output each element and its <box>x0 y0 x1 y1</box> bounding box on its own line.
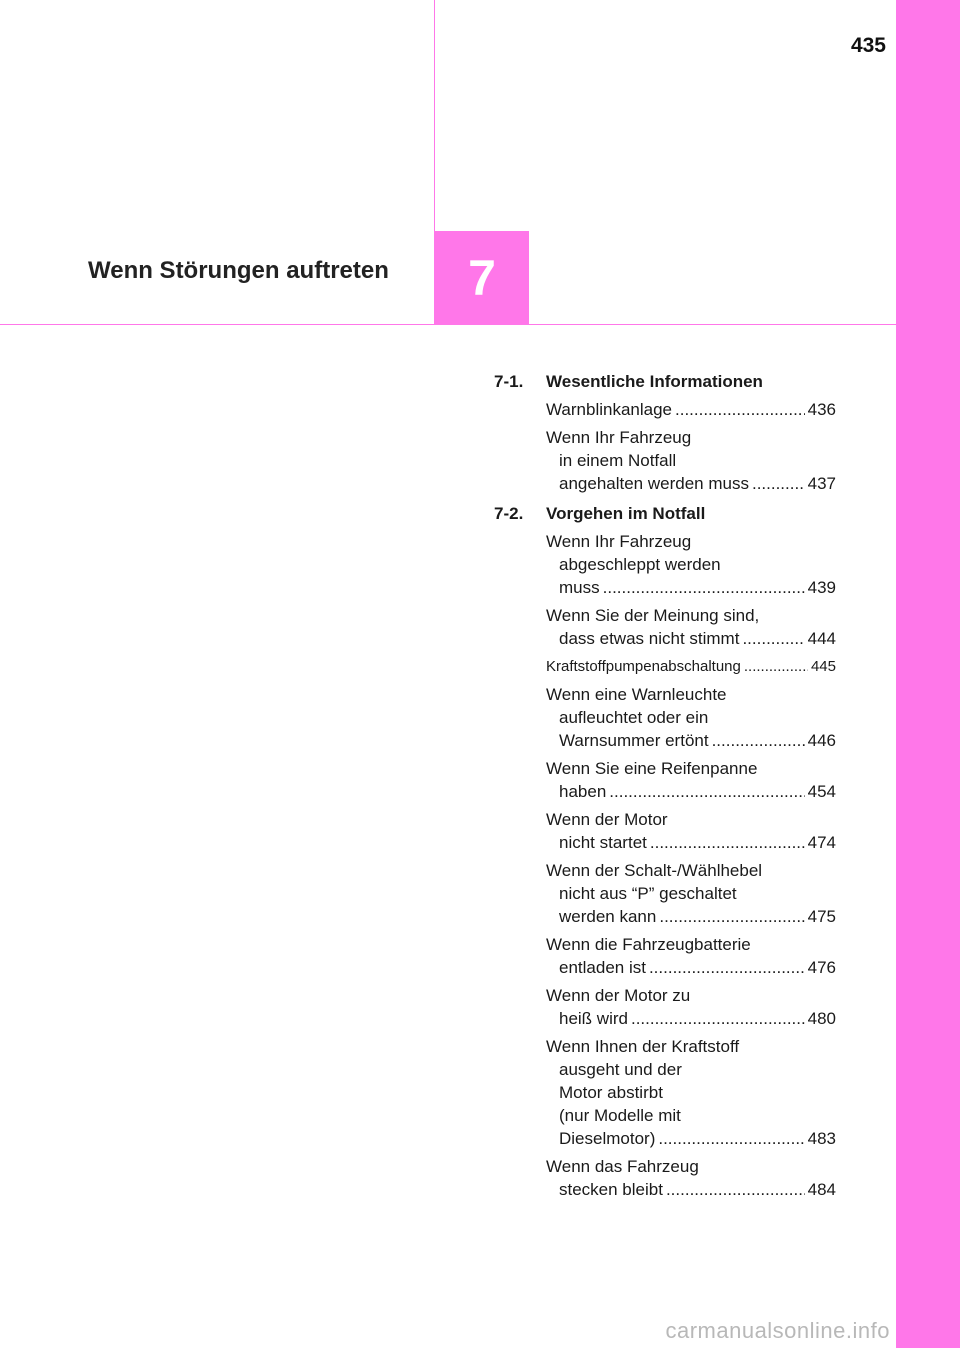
toc-entry-last-line <box>546 472 836 495</box>
toc-page-number: 436 <box>807 400 836 419</box>
toc-leader-dots <box>609 780 804 803</box>
toc-leader-dots <box>675 398 805 421</box>
toc-entry-text: Kraftstoffpumpenabschaltung <box>546 658 741 675</box>
toc-leader-dots <box>666 1178 805 1201</box>
toc-page-number: 437 <box>807 474 836 493</box>
toc-leader-dots <box>649 956 805 979</box>
toc-page-number: 476 <box>807 958 836 977</box>
chapter-title: Wenn Störungen auftreten <box>88 257 389 284</box>
toc-entry-line: Wenn Sie eine Reifenpanne <box>546 759 758 778</box>
toc-entry-text: Warnsummer ertönt <box>559 731 709 750</box>
toc-entry-text: haben <box>559 782 607 801</box>
toc-entry[interactable] <box>546 808 836 854</box>
toc-entry[interactable] <box>546 604 836 650</box>
toc-entry-last-line <box>546 1007 836 1030</box>
toc-entry-text: heiß wird <box>559 1009 628 1028</box>
toc-entry-line: aufleuchtet oder ein <box>559 708 709 727</box>
toc-entry-line: Wenn der Schalt-/Wählhebel <box>546 861 763 880</box>
table-of-contents <box>494 370 836 1201</box>
toc-entry-last-line <box>546 729 836 752</box>
toc-entry-last-line <box>546 655 836 678</box>
toc-page-number: 445 <box>810 658 836 675</box>
toc-leader-dots <box>603 576 805 599</box>
toc-entry[interactable] <box>546 426 836 495</box>
toc-entry-last-line <box>546 1178 836 1201</box>
chapter-number-box: 7 <box>435 231 529 325</box>
toc-entry-text: Dieselmotor) <box>559 1129 656 1148</box>
toc-entry[interactable] <box>546 933 836 979</box>
toc-entry[interactable] <box>546 757 836 803</box>
toc-section-title: Vorgehen im Notfall <box>546 504 706 523</box>
toc-entry-text: muss <box>559 578 600 597</box>
toc-entry-line: Wenn Ihnen der Kraftstoff <box>546 1037 740 1056</box>
toc-entry-line: Wenn der Motor zu <box>546 986 691 1005</box>
toc-entry-line: Wenn Sie der Meinung sind, <box>546 606 760 625</box>
toc-leader-dots <box>658 1127 804 1150</box>
toc-entry[interactable] <box>546 1035 836 1150</box>
toc-entry[interactable] <box>546 984 836 1030</box>
toc-page-number: 480 <box>807 1009 836 1028</box>
page-number: 435 <box>850 34 886 57</box>
toc-section-heading <box>494 370 836 393</box>
toc-leader-dots <box>650 831 805 854</box>
toc-entry-line: in einem Notfall <box>559 451 677 470</box>
toc-entry-text: Warnblinkanlage <box>546 400 672 419</box>
toc-leader-dots <box>712 729 805 752</box>
toc-leader-dots <box>744 655 808 678</box>
toc-leader-dots <box>742 627 804 650</box>
toc-entry-line: abgeschleppt werden <box>559 555 721 574</box>
toc-leader-dots <box>659 905 804 928</box>
toc-entry-line: Wenn Ihr Fahrzeug <box>546 428 692 447</box>
toc-entry-line: (nur Modelle mit <box>559 1106 681 1125</box>
toc-page-number: 444 <box>807 629 836 648</box>
toc-entry-line: Wenn Ihr Fahrzeug <box>546 532 692 551</box>
toc-section-heading <box>494 502 836 525</box>
toc-page-number: 446 <box>807 731 836 750</box>
toc-page-number: 475 <box>807 907 836 926</box>
toc-entry-line: ausgeht und der <box>559 1060 682 1079</box>
toc-section-title: Wesentliche Informationen <box>546 372 763 391</box>
toc-entry[interactable] <box>546 683 836 752</box>
toc-entry-last-line <box>546 780 836 803</box>
toc-entry-line: Wenn der Motor <box>546 810 668 829</box>
toc-page-number: 474 <box>807 833 836 852</box>
toc-entry[interactable] <box>546 398 836 421</box>
toc-entry-line: Wenn das Fahrzeug <box>546 1157 699 1176</box>
toc-entry-text: entladen ist <box>559 958 646 977</box>
toc-entry-line: nicht aus “P” geschaltet <box>559 884 737 903</box>
watermark: carmanualsonline.info <box>665 1318 890 1343</box>
toc-entry-line: Motor abstirbt <box>559 1083 663 1102</box>
toc-entry-last-line <box>546 398 836 421</box>
toc-entry-text: dass etwas nicht stimmt <box>559 629 740 648</box>
toc-entry-last-line <box>546 905 836 928</box>
toc-entry[interactable] <box>546 859 836 928</box>
toc-page-number: 483 <box>807 1129 836 1148</box>
toc-page-number: 439 <box>807 578 836 597</box>
toc-entry-text: angehalten werden muss <box>559 474 749 493</box>
toc-page-number: 454 <box>807 782 836 801</box>
toc-entry-text: nicht startet <box>559 833 647 852</box>
toc-entry-last-line <box>546 627 836 650</box>
toc-page-number: 484 <box>807 1180 836 1199</box>
toc-entry-text: stecken bleibt <box>559 1180 663 1199</box>
toc-leader-dots <box>752 472 805 495</box>
toc-entry-line: Wenn eine Warnleuchte <box>546 685 727 704</box>
toc-entry-last-line <box>546 1127 836 1150</box>
toc-entry-text: werden kann <box>559 907 657 926</box>
toc-section-number: 7-1. <box>494 372 524 391</box>
chapter-side-tab <box>896 0 960 1348</box>
toc-entry-last-line <box>546 576 836 599</box>
toc-entry[interactable] <box>546 530 836 599</box>
toc-section-number: 7-2. <box>494 504 524 523</box>
toc-entry-line: Wenn die Fahrzeugbatterie <box>546 935 751 954</box>
toc-entry[interactable] <box>546 1155 836 1201</box>
toc-entry-last-line <box>546 956 836 979</box>
toc-leader-dots <box>631 1007 805 1030</box>
toc-entry[interactable] <box>546 655 836 678</box>
toc-entry-last-line <box>546 831 836 854</box>
